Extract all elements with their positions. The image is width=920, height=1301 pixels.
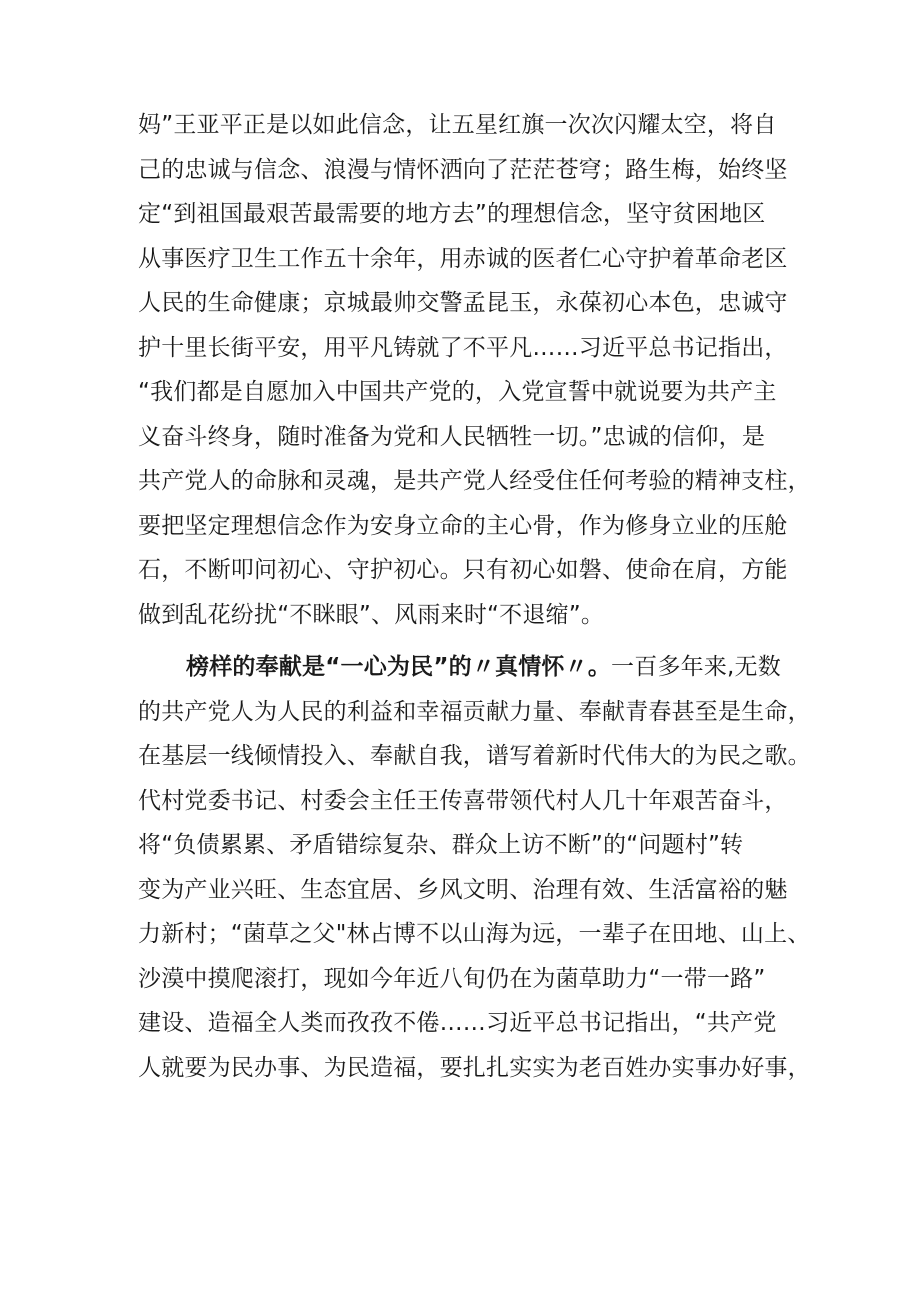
text-line: 人民的生命健康；京城最帅交警孟昆玉，永葆初心本色，忠诚守 (138, 290, 788, 316)
text-line: 定“到祖国最艰苦最需要的地方去”的理想信念，坚守贫困地区 (138, 201, 766, 227)
text-line: 的共产党人为人民的利益和幸福贡献力量、奉献青春甚至是生命， (138, 698, 811, 725)
text-line: 变为产业兴旺、生态宜居、乡风文明、治理有效、生活富裕的魅 (138, 876, 788, 903)
text-line: 要把坚定理想信念作为安身立命的主心骨，作为修身立业的压舱 (138, 512, 788, 539)
text-line: “我们都是自愿加入中国共产党的，入党宣誓中就说要为共产主 (138, 379, 777, 405)
paragraph-faith (138, 103, 814, 637)
text-line: 代村党委书记、村委会主任王传喜带领代村人几十年艰苦奋斗， (138, 787, 788, 814)
text-line: 沙漠中摸爬滚打，现如今年近八旬仍在为菌草助力“一带一路” (138, 965, 766, 992)
text-line: 建设、造福全人类而孜孜不倦……习近平总书记指出，“共产党 (138, 1010, 777, 1036)
paragraph-spacer (138, 637, 814, 645)
text-line: 义奋斗终身，随时准备为党和人民牺牲一切。”忠诚的信仰，是 (138, 423, 766, 450)
text-line: 己的忠诚与信念、浪漫与情怀洒向了茫茫苍穹；路生梅，始终坚 (138, 156, 788, 183)
text-line: 在基层一线倾情投入、奉献自我，谱写着新时代伟大的为民之歌。 (138, 743, 811, 769)
text-line: 人就要为民办事、为民造福，要扎扎实实为老百姓办实事办好事， (138, 1054, 811, 1081)
text-line: 从事医疗卫生工作五十余年，用赤诚的医者仁心守护着革命老区 (138, 245, 788, 272)
text-line: 力新村；“菌草之父"林占博不以山海为远，一辈子在田地、山上、 (138, 921, 811, 947)
text-line: 共产党人的命脉和灵魂，是共产党人经受住任何考验的精神支柱， (138, 468, 811, 494)
text-line: 护十里长街平安，用平凡铸就了不平凡……习近平总书记指出， (138, 334, 788, 361)
text-line: 将“负债累累、矛盾错综复杂、群众上访不断”的“问题村”转 (138, 832, 744, 858)
body-text (138, 103, 814, 1090)
text-line: 石，不断叩问初心、守护初心。只有初心如磐、使命在肩，方能 (138, 557, 788, 583)
paragraph-dedication (138, 645, 814, 1090)
heading-line-rest: 一百多年来,无数 (611, 654, 781, 680)
paragraph-first-line (138, 645, 814, 690)
paragraph-heading: 榜样的奉献是“一心为民”的〃真情怀〃。 (186, 654, 612, 680)
text-line: 妈”王亚平正是以如此信念，让五星红旗一次次闪耀太空，将自 (138, 112, 777, 138)
text-line: 做到乱花纷扰“不眯眼”、风雨来时“不退缩”。 (138, 601, 605, 628)
